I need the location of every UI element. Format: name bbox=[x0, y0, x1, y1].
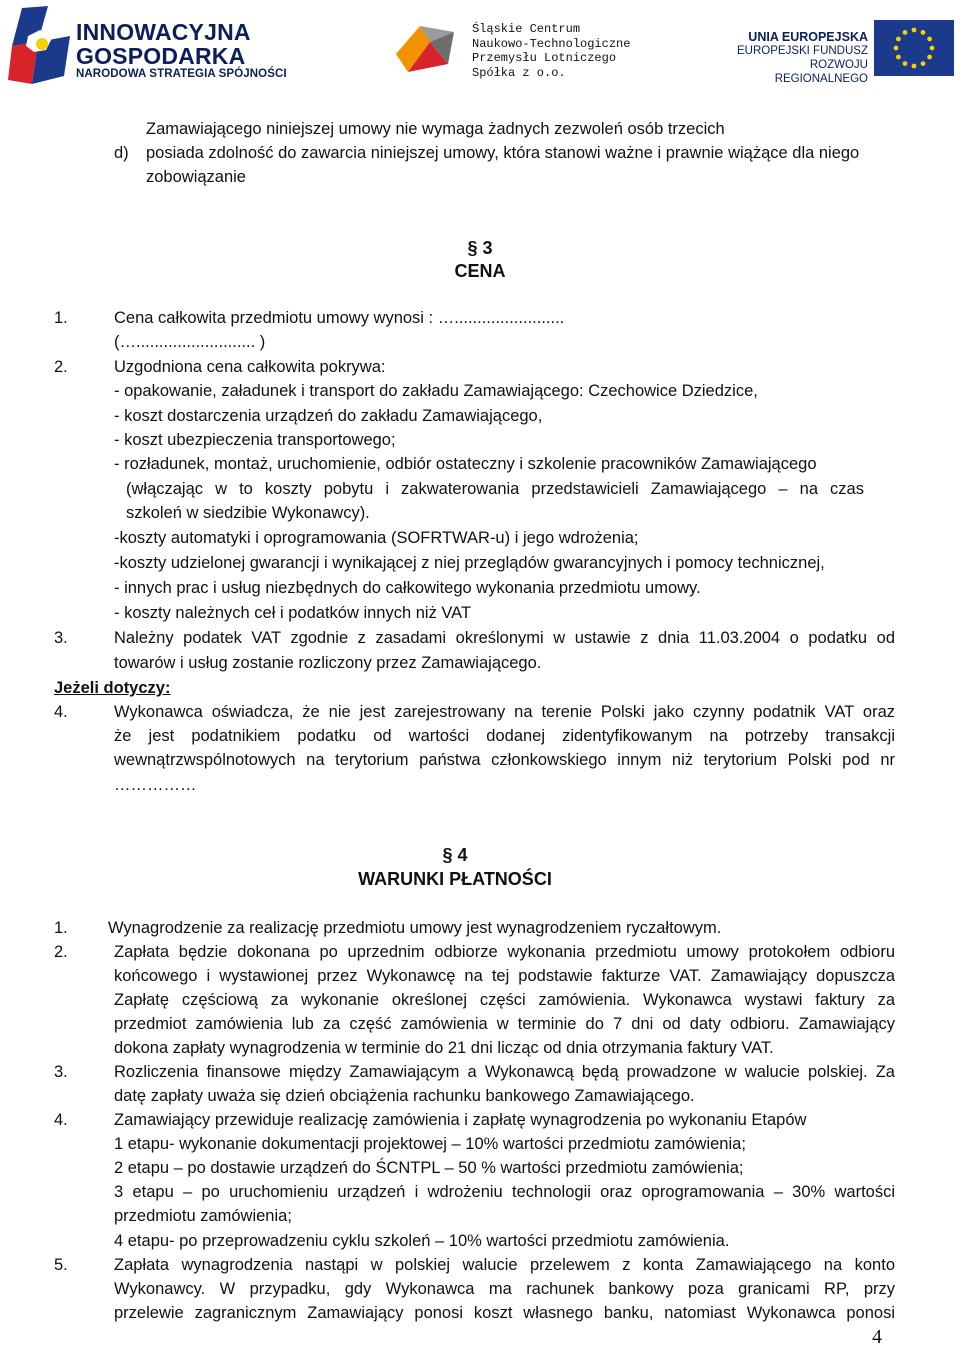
eu-flag-icon bbox=[874, 20, 954, 76]
s3-p3-line1: Należny podatek VAT zgodnie z zasadami określonymi w ustawie z dnia 11.03.2004 o podatku od bbox=[114, 629, 895, 647]
s4-p4-stage3: 3 etapu – po uruchomieniu urządzeń i wdrożeniu technologii oraz oprogramowania – 30% wartości bbox=[114, 1183, 895, 1201]
s3-p2-num: 2. bbox=[54, 358, 68, 376]
s3-p4-line1: Wykonawca oświadcza, że nie jest zarejestrowany na terenie Polski jako czynny podatnik VAT oraz bbox=[114, 703, 895, 721]
s4-p1-num: 1. bbox=[54, 919, 68, 937]
s4-p5-line3: przelewie zagranicznym Zamawiający ponosi koszt własnego banku, natomiast Wykonawca ponosi bbox=[114, 1304, 895, 1322]
scn-line3: Przemysłu Lotniczego bbox=[472, 51, 617, 65]
scntpl-logo-icon bbox=[390, 20, 460, 82]
s4-p2-line2: końcowego i wystawionej przez Wykonawcę na tej podstawie fakturze VAT. Zamawiający dopuszcza bbox=[114, 967, 895, 985]
s3-bullet7: - innych prac i usług niezbędnych do całkowitego wykonania przedmiotu umowy. bbox=[114, 579, 701, 597]
s3-p2-text: Uzgodniona cena całkowita pokrywa: bbox=[114, 358, 386, 376]
scn-line2: Naukowo-Technologiczne bbox=[472, 36, 631, 51]
s4-p4-num: 4. bbox=[54, 1111, 68, 1129]
s4-p5-line1: Zapłata wynagrodzenia nastąpi w polskiej walucie przelewem z konta Zamawiającego na konto bbox=[114, 1256, 895, 1274]
section4-title: WARUNKI PŁATNOŚCI bbox=[358, 869, 552, 889]
s4-p2-line4: przedmiot zamówienia lub za część zamówienia w terminie do 7 dni od daty odbioru. Zamawiający bbox=[114, 1015, 895, 1033]
s3-bullet2: - koszt dostarczenia urządzeń do zakładu Zamawiającego, bbox=[114, 407, 543, 425]
s3-p1-text: Cena całkowita przedmiotu umowy wynosi : …........................ bbox=[114, 309, 565, 327]
s4-p4-line1: Zamawiający przewiduje realizację zamówienia i zapłatę wynagrodzenia po wykonaniu Etapów bbox=[114, 1111, 807, 1129]
s4-p5-num: 5. bbox=[54, 1256, 68, 1274]
intro-line1: Zamawiającego niniejszej umowy nie wymaga żadnych zezwoleń osób trzecich bbox=[146, 120, 725, 138]
s3-p4-line4: …………… bbox=[114, 776, 197, 794]
s4-p4-stage1: 1 etapu- wykonanie dokumentacji projektowej – 10% wartości przedmiotu zamówienia; bbox=[114, 1135, 746, 1153]
s3-bullet1: - opakowanie, załadunek i transport do zakładu Zamawiającego: Czechowice Dziedzice, bbox=[114, 382, 758, 400]
ue-line1: UNIA EUROPEJSKA bbox=[748, 30, 868, 44]
page-number: 4 bbox=[872, 1326, 882, 1348]
ig-title bbox=[76, 20, 251, 68]
s3-bullet8: - koszty należnych ceł i podatków innych niż VAT bbox=[114, 604, 472, 622]
item-d-line2: zobowiązanie bbox=[146, 168, 246, 186]
ue-line2: EUROPEJSKI FUNDUSZ bbox=[737, 45, 868, 57]
s4-p3-num: 3. bbox=[54, 1063, 68, 1081]
s4-p2-line1: Zapłata będzie dokonana po uprzednim odbiorze wykonania przedmiotu umowy protokołem odbioru bbox=[114, 943, 895, 961]
s3-p4-line2: że jest podatnikiem podatku od wartości dodanej zidentyfikowanym na potrzeby transakcji bbox=[114, 727, 895, 745]
s3-bullet5: -koszty automatyki i oprogramowania (SOFRTWAR-u) i jego wdrożenia; bbox=[114, 529, 639, 547]
s3-bullet4-line2: (włączając w to koszty pobytu i zakwaterowania przedstawicieli Zamawiającego – na czas bbox=[126, 480, 864, 498]
ig-title-line2: GOSPODARKA bbox=[76, 43, 246, 69]
item-d-line1: posiada zdolność do zawarcia niniejszej umowy, która stanowi ważne i prawnie wiążące dla niego bbox=[146, 144, 860, 162]
scntpl-company-name bbox=[472, 22, 630, 80]
section3-symbol: § 3 bbox=[467, 238, 493, 258]
s3-p3-line2: towarów i usług zostanie rozliczony przez Zamawiającego. bbox=[114, 654, 542, 672]
s4-p2-line5: dokona zapłaty wynagrodzenia w terminie do 21 dni licząc od dnia otrzymania faktury VAT. bbox=[114, 1039, 774, 1057]
item-d-label: d) bbox=[114, 144, 129, 162]
s4-p3-line2: datę zapłaty uważa się dzień obciążenia rachunku bankowego Zamawiającego. bbox=[114, 1087, 695, 1105]
s4-p2-line3: Zapłatę częściową za wykonanie określonej części zamówienia. Wykonawca wystawi faktury za bbox=[114, 991, 895, 1009]
eu-fund-label bbox=[716, 30, 868, 86]
if-applicable-label: Jeżeli dotyczy: bbox=[54, 679, 171, 697]
s3-p3-num: 3. bbox=[54, 629, 68, 647]
section4-symbol: § 4 bbox=[442, 845, 468, 865]
s3-p1-cont: (….......................... ) bbox=[114, 333, 266, 351]
section3-title: CENA bbox=[454, 261, 506, 281]
ig-title-line1: INNOWACYJNA bbox=[76, 19, 251, 45]
s4-p5-line2: Wykonawcy. W przypadku, gdy Wykonawca ma rachunek bankowy poza granicami RP, przy bbox=[114, 1280, 895, 1298]
s3-p1-num: 1. bbox=[54, 309, 68, 327]
s3-bullet3: - koszt ubezpieczenia transportowego; bbox=[114, 431, 396, 449]
s3-bullet4-line3: szkoleń w siedzibie Wykonawcy). bbox=[126, 504, 370, 522]
s4-p2-num: 2. bbox=[54, 943, 68, 961]
s4-p4-stage3-cont: przedmiotu zamówienia; bbox=[114, 1207, 292, 1225]
s3-p4-line3: wewnątrzwspólnotowych na terytorium państwa członkowskiego innym niż terytorium Polski pod nr bbox=[114, 751, 895, 769]
s3-bullet6: -koszty udzielonej gwarancji i wynikającej z niej przeglądów gwarancyjnych i pomocy technicznej, bbox=[114, 554, 825, 572]
s4-p4-stage4: 4 etapu- po przeprowadzeniu cyklu szkoleń – 10% wartości przedmiotu zamówienia. bbox=[114, 1232, 730, 1250]
s4-p1-text: Wynagrodzenie za realizację przedmiotu umowy jest wynagrodzeniem ryczałtowym. bbox=[108, 919, 722, 937]
s3-bullet4: - rozładunek, montaż, uruchomienie, odbiór ostateczny i szkolenie pracowników Zamawiającego bbox=[114, 455, 817, 473]
scn-line4: Spółka z o.o. bbox=[472, 65, 566, 80]
s4-p4-stage2: 2 etapu – po dostawie urządzeń do ŚCNTPL – 50 % wartości przedmiotu zamówienia; bbox=[114, 1159, 744, 1177]
ue-line3: ROZWOJU REGIONALNEGO bbox=[774, 59, 868, 85]
scn-line1: Śląskie Centrum bbox=[472, 22, 581, 36]
s3-p4-num: 4. bbox=[54, 703, 68, 721]
s4-p3-line1: Rozliczenia finansowe między Zamawiającym a Wykonawcą będą prowadzone w walucie polskiej. Za bbox=[114, 1063, 895, 1081]
ig-subtitle: NARODOWA STRATEGIA SPÓJNOŚCI bbox=[76, 68, 287, 80]
